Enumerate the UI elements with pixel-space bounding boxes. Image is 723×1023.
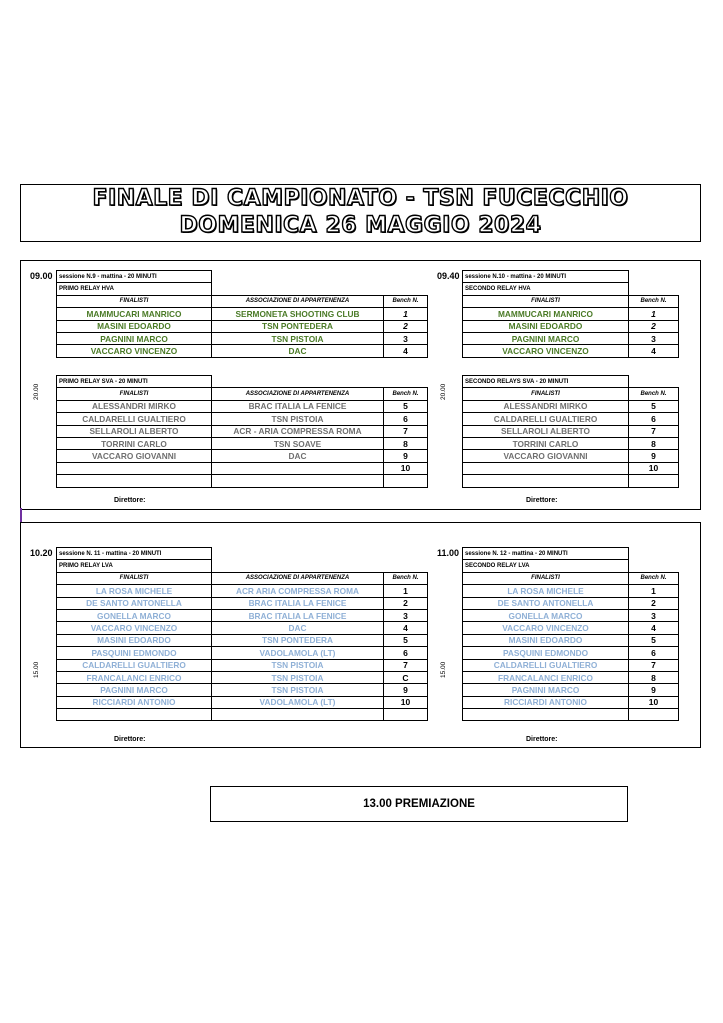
- bench-number: 1: [384, 585, 428, 597]
- bench-number: [384, 709, 428, 721]
- association: BRAC ITALIA LA FENICE: [212, 400, 384, 412]
- finalist-name: PAGNINI MARCO: [463, 684, 629, 696]
- finalist-name: ALESSANDRI MIRKO: [57, 400, 212, 412]
- bench-number: 4: [384, 345, 428, 357]
- finalist-name: [57, 462, 212, 474]
- finalist-name: PASQUINI EDMONDO: [463, 647, 629, 659]
- table-row: [463, 320, 679, 332]
- title-line-1: FINALE DI CAMPIONATO - TSN FUCECCHIO: [92, 186, 629, 211]
- association: SERMONETA SHOOTING CLUB: [212, 308, 384, 320]
- relay-label: SECONDO RELAYS SVA - 20 MINUTI: [463, 376, 629, 388]
- bench-number: 1: [629, 585, 679, 597]
- finalist-name: MASINI EDOARDO: [463, 320, 629, 332]
- bench-number: 3: [629, 609, 679, 621]
- session-label: sessione N.9 - mattina - 20 MINUTI: [57, 271, 212, 283]
- bench-number: 4: [629, 622, 679, 634]
- association: DAC: [212, 450, 384, 462]
- finalist-name: [463, 462, 629, 474]
- finalist-name: PAGNINI MARCO: [57, 332, 212, 344]
- finalist-name: DE SANTO ANTONELLA: [463, 597, 629, 609]
- bench-number: [629, 475, 679, 487]
- bench-number: 1: [384, 308, 428, 320]
- association: [212, 475, 384, 487]
- table-row: [57, 413, 428, 425]
- bench-number: 9: [384, 450, 428, 462]
- bench-number: 6: [384, 647, 428, 659]
- header-bench: Bench N.: [629, 572, 679, 584]
- table-row: [57, 332, 428, 344]
- association: DAC: [212, 345, 384, 357]
- finalist-name: PAGNINI MARCO: [463, 332, 629, 344]
- bench-number: 2: [629, 597, 679, 609]
- finalist-name: PAGNINI MARCO: [57, 684, 212, 696]
- header-bench: Bench N.: [629, 295, 679, 307]
- bench-number: 4: [384, 622, 428, 634]
- director-label: Direttore:: [114, 736, 146, 743]
- bench-number: 8: [629, 437, 679, 449]
- association: BRAC ITALIA LA FENICE: [212, 609, 384, 621]
- session-12-lva-table: [462, 547, 679, 721]
- session-9-hva-table: [56, 270, 428, 358]
- relay-label: SECONDO RELAY LVA: [463, 560, 629, 572]
- divider-mark: [20, 508, 22, 522]
- header-finalisti: FINALISTI: [57, 388, 212, 400]
- table-row: [57, 671, 428, 683]
- director-label: Direttore:: [526, 736, 558, 743]
- header-bench: Bench N.: [629, 388, 679, 400]
- table-row: [463, 462, 679, 474]
- table-row: [57, 696, 428, 708]
- finalist-name: CALDARELLI GUALTIERO: [463, 659, 629, 671]
- vertical-time: 20.00: [33, 383, 40, 400]
- bench-number: 7: [384, 659, 428, 671]
- director-label: Direttore:: [526, 497, 558, 504]
- relay-label: PRIMO RELAY LVA: [57, 560, 212, 572]
- header-finalisti: FINALISTI: [57, 295, 212, 307]
- table-row: [463, 400, 679, 412]
- table-row: [57, 425, 428, 437]
- table-row: [463, 345, 679, 357]
- session-9-sva-table: [56, 375, 428, 488]
- association: VADOLAMOLA (LT): [212, 696, 384, 708]
- session-label: sessione N.10 - mattina - 20 MINUTI: [463, 271, 629, 283]
- table-row: [463, 585, 679, 597]
- vertical-time: 15.00: [33, 661, 40, 678]
- table-row: [57, 450, 428, 462]
- title-line-2: DOMENICA 26 MAGGIO 2024: [179, 213, 542, 238]
- bench-number: 6: [629, 413, 679, 425]
- bench-number: 5: [629, 400, 679, 412]
- table-row: [463, 622, 679, 634]
- table-row: [57, 597, 428, 609]
- finalist-name: LA ROSA MICHELE: [463, 585, 629, 597]
- table-row: [463, 659, 679, 671]
- table-row: [463, 647, 679, 659]
- bench-number: C: [384, 671, 428, 683]
- finalist-name: TORRINI CARLO: [463, 437, 629, 449]
- header-finalisti: FINALISTI: [463, 572, 629, 584]
- bench-number: 9: [384, 684, 428, 696]
- finalist-name: CALDARELLI GUALTIERO: [463, 413, 629, 425]
- finalist-name: MASINI EDOARDO: [57, 320, 212, 332]
- table-row: [57, 345, 428, 357]
- finalist-name: CALDARELLI GUALTIERO: [57, 659, 212, 671]
- table-row: [463, 475, 679, 487]
- finalist-name: SELLAROLI ALBERTO: [57, 425, 212, 437]
- session-time: 09.40: [437, 271, 460, 281]
- table-row: [57, 462, 428, 474]
- bench-number: 9: [629, 684, 679, 696]
- header-associazione: ASSOCIAZIONE DI APPARTENENZA: [212, 388, 384, 400]
- finalist-name: [57, 709, 212, 721]
- bench-number: 10: [384, 696, 428, 708]
- bench-number: 1: [629, 308, 679, 320]
- association: [212, 709, 384, 721]
- session-11-lva-table: [56, 547, 428, 721]
- finalist-name: VACCARO VINCENZO: [463, 622, 629, 634]
- bench-number: 10: [629, 696, 679, 708]
- table-row: [463, 634, 679, 646]
- association: [212, 462, 384, 474]
- bench-number: 6: [384, 413, 428, 425]
- relay-label: SECONDO RELAY HVA: [463, 283, 629, 295]
- table-row: [57, 400, 428, 412]
- table-row: [57, 659, 428, 671]
- bench-number: 2: [629, 320, 679, 332]
- relay-label: PRIMO RELAY HVA: [57, 283, 212, 295]
- bench-number: 7: [384, 425, 428, 437]
- association: BRAC ITALIA LA FENICE: [212, 597, 384, 609]
- header-finalisti: FINALISTI: [463, 388, 629, 400]
- bench-number: [629, 709, 679, 721]
- table-row: [463, 671, 679, 683]
- association: TSN PONTEDERA: [212, 634, 384, 646]
- bench-number: 3: [384, 332, 428, 344]
- bench-number: 5: [629, 634, 679, 646]
- vertical-time: 15.00: [440, 661, 447, 678]
- header-finalisti: FINALISTI: [463, 295, 629, 307]
- table-row: [463, 332, 679, 344]
- association: TSN PISTOIA: [212, 332, 384, 344]
- bench-number: 3: [384, 609, 428, 621]
- finalist-name: ALESSANDRI MIRKO: [463, 400, 629, 412]
- association: DAC: [212, 622, 384, 634]
- association: TSN PISTOIA: [212, 671, 384, 683]
- finalist-name: GONELLA MARCO: [463, 609, 629, 621]
- session-10-sva-table: [462, 375, 679, 488]
- finalist-name: RICCIARDI ANTONIO: [463, 696, 629, 708]
- finalist-name: CALDARELLI GUALTIERO: [57, 413, 212, 425]
- finalist-name: VACCARO GIOVANNI: [57, 450, 212, 462]
- table-row: [57, 622, 428, 634]
- finalist-name: [463, 709, 629, 721]
- table-row: [57, 684, 428, 696]
- table-row: [463, 684, 679, 696]
- association: TSN PISTOIA: [212, 659, 384, 671]
- table-row: [57, 320, 428, 332]
- table-row: [57, 709, 428, 721]
- association: VADOLAMOLA (LT): [212, 647, 384, 659]
- finalist-name: LA ROSA MICHELE: [57, 585, 212, 597]
- association: TSN PONTEDERA: [212, 320, 384, 332]
- table-row: [463, 597, 679, 609]
- table-row: [57, 437, 428, 449]
- bench-number: 4: [629, 345, 679, 357]
- table-row: [463, 450, 679, 462]
- table-row: [463, 609, 679, 621]
- bench-number: 7: [629, 659, 679, 671]
- finalist-name: SELLAROLI ALBERTO: [463, 425, 629, 437]
- finalist-name: MAMMUCARI MANRICO: [57, 308, 212, 320]
- association: ACR - ARIA COMPRESSA ROMA: [212, 425, 384, 437]
- table-row: [57, 647, 428, 659]
- bench-number: [384, 475, 428, 487]
- finalist-name: [463, 475, 629, 487]
- table-row: [57, 475, 428, 487]
- header-associazione: ASSOCIAZIONE DI APPARTENENZA: [212, 572, 384, 584]
- finalist-name: MASINI EDOARDO: [463, 634, 629, 646]
- finalist-name: TORRINI CARLO: [57, 437, 212, 449]
- finalist-name: [57, 475, 212, 487]
- table-row: [463, 413, 679, 425]
- table-row: [463, 308, 679, 320]
- relay-label: PRIMO RELAY SVA - 20 MINUTI: [57, 376, 212, 388]
- bench-number: 8: [629, 671, 679, 683]
- bench-number: 2: [384, 320, 428, 332]
- bench-number: 3: [629, 332, 679, 344]
- finalist-name: VACCARO GIOVANNI: [463, 450, 629, 462]
- director-label: Direttore:: [114, 497, 146, 504]
- finalist-name: VACCARO VINCENZO: [57, 345, 212, 357]
- bench-number: 10: [384, 462, 428, 474]
- association: TSN PISTOIA: [212, 413, 384, 425]
- finalist-name: MAMMUCARI MANRICO: [463, 308, 629, 320]
- table-row: [463, 709, 679, 721]
- session-10-hva-table: [462, 270, 679, 358]
- table-row: [57, 609, 428, 621]
- bench-number: 8: [384, 437, 428, 449]
- association: TSN PISTOIA: [212, 684, 384, 696]
- bench-number: 5: [384, 400, 428, 412]
- finalist-name: RICCIARDI ANTONIO: [57, 696, 212, 708]
- bench-number: 7: [629, 425, 679, 437]
- finalist-name: VACCARO VINCENZO: [57, 622, 212, 634]
- table-row: [57, 585, 428, 597]
- table-row: [57, 634, 428, 646]
- header-bench: Bench N.: [384, 572, 428, 584]
- session-time: 10.20: [30, 548, 53, 558]
- table-row: [463, 425, 679, 437]
- association: TSN SOAVE: [212, 437, 384, 449]
- session-time: 11.00: [437, 548, 460, 558]
- association: ACR ARIA COMPRESSA ROMA: [212, 585, 384, 597]
- finalist-name: VACCARO VINCENZO: [463, 345, 629, 357]
- finalist-name: PASQUINI EDMONDO: [57, 647, 212, 659]
- header-bench: Bench N.: [384, 295, 428, 307]
- header-finalisti: FINALISTI: [57, 572, 212, 584]
- vertical-time: 20.00: [440, 383, 447, 400]
- finalist-name: FRANCALANCI ENRICO: [57, 671, 212, 683]
- bench-number: 5: [384, 634, 428, 646]
- finalist-name: GONELLA MARCO: [57, 609, 212, 621]
- finalist-name: FRANCALANCI ENRICO: [463, 671, 629, 683]
- bench-number: 10: [629, 462, 679, 474]
- bench-number: 2: [384, 597, 428, 609]
- premiazione-box: 13.00 PREMIAZIONE: [210, 786, 628, 822]
- title-box: [20, 184, 701, 242]
- session-label: sessione N. 11 - mattina - 20 MINUTI: [57, 548, 212, 560]
- bench-number: 9: [629, 450, 679, 462]
- finalist-name: DE SANTO ANTONELLA: [57, 597, 212, 609]
- header-bench: Bench N.: [384, 388, 428, 400]
- session-time: 09.00: [30, 271, 53, 281]
- session-label: sessione N. 12 - mattina - 20 MINUTI: [463, 548, 629, 560]
- table-row: [463, 696, 679, 708]
- finalist-name: MASINI EDOARDO: [57, 634, 212, 646]
- bench-number: 6: [629, 647, 679, 659]
- table-row: [463, 437, 679, 449]
- table-row: [57, 308, 428, 320]
- header-associazione: ASSOCIAZIONE DI APPARTENENZA: [212, 295, 384, 307]
